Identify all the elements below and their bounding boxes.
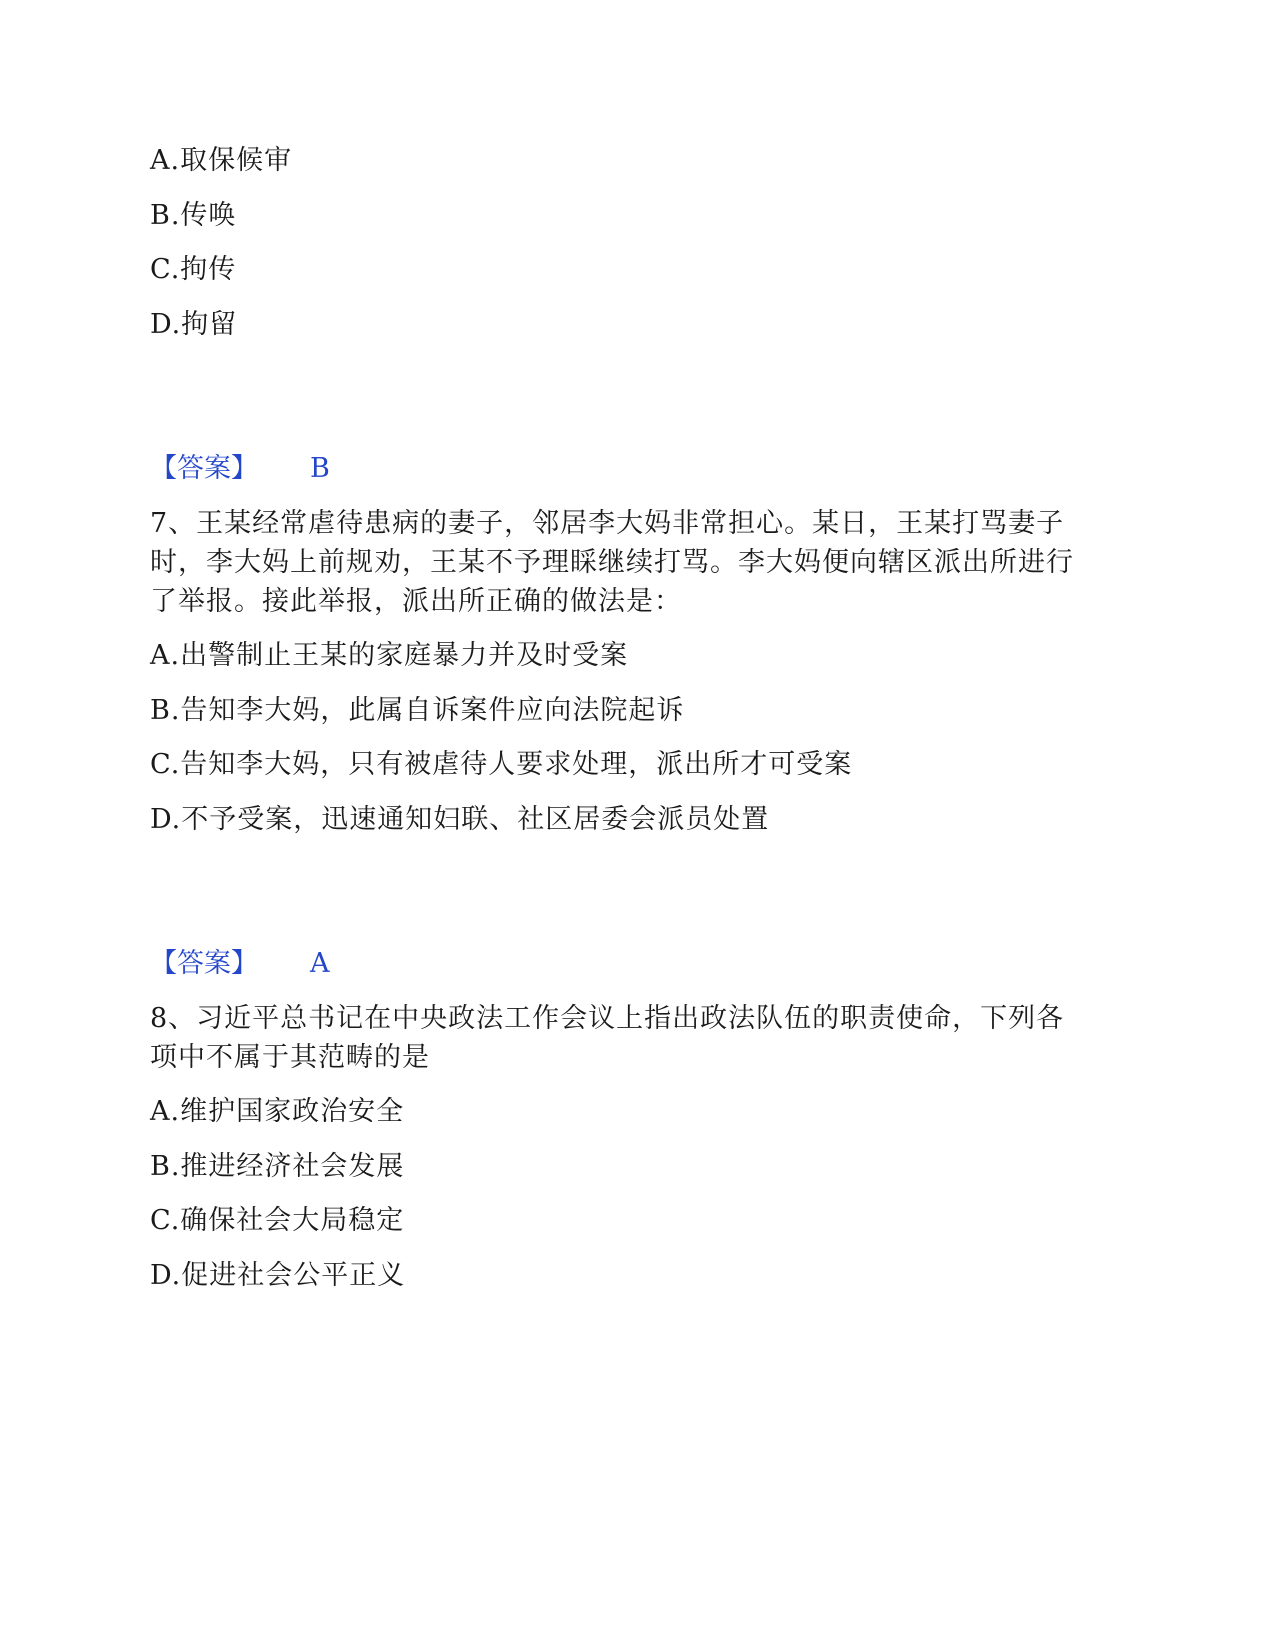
q8-option-c: C.确保社会大局稳定 xyxy=(150,1205,405,1236)
q7-option-b: B.告知李大妈，此属自诉案件应向法院起诉 xyxy=(150,695,685,726)
q8-option-d: D.促进社会公平正义 xyxy=(150,1260,406,1291)
q7-stem-line-1: 7、王某经常虐待患病的妻子，邻居李大妈非常担心。某日，王某打骂妻子 xyxy=(150,508,1065,539)
answer-value: B xyxy=(310,453,330,484)
q6-option-b: B.传唤 xyxy=(150,200,237,231)
q8-stem-line-1: 8、习近平总书记在中央政法工作会议上指出政法队伍的职责使命，下列各 xyxy=(150,1003,1065,1034)
q6-option-c: C.拘传 xyxy=(150,254,237,285)
q6-option-a: A.取保候审 xyxy=(150,145,293,176)
answer-value: A xyxy=(310,948,330,979)
q8-option-a: A.维护国家政治安全 xyxy=(150,1096,405,1127)
q7-option-c: C.告知李大妈，只有被虐待人要求处理，派出所才可受案 xyxy=(150,749,853,780)
answer-label: 【答案】 xyxy=(150,948,258,979)
q7-answer xyxy=(150,947,330,981)
q8-stem-line-2: 项中不属于其范畴的是 xyxy=(150,1042,430,1073)
q7-option-a: A.出警制止王某的家庭暴力并及时受案 xyxy=(150,640,629,671)
q6-answer xyxy=(150,452,330,486)
q6-option-d: D.拘留 xyxy=(150,309,238,340)
q7-stem-line-3: 了举报。接此举报，派出所正确的做法是： xyxy=(150,586,682,617)
q8-option-b: B.推进经济社会发展 xyxy=(150,1151,405,1182)
q7-stem-line-2: 时，李大妈上前规劝，王某不予理睬继续打骂。李大妈便向辖区派出所进行 xyxy=(150,547,1074,578)
answer-label: 【答案】 xyxy=(150,453,258,484)
q7-option-d: D.不予受案，迅速通知妇联、社区居委会派员处置 xyxy=(150,804,770,835)
